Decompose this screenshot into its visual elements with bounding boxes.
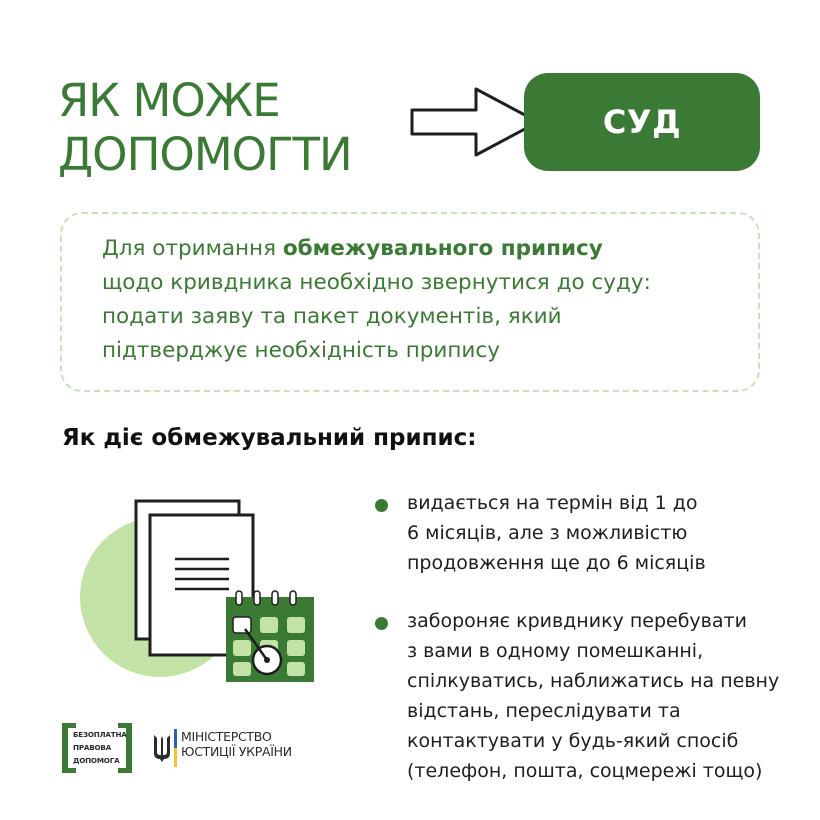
bullet-line: продовження ще до 6 місяців bbox=[407, 552, 706, 574]
arrow-right-icon bbox=[408, 86, 543, 158]
info-line-4: підтверджує необхідність припису bbox=[102, 338, 500, 363]
title-line-1: ЯК МОЖЕ bbox=[58, 74, 280, 127]
title-line-2: ДОПОМОГТИ bbox=[58, 128, 352, 181]
info-line-1: Для отримання bbox=[102, 236, 283, 261]
calendar-icon bbox=[226, 591, 314, 682]
bullet-dot bbox=[375, 499, 388, 512]
bullet-line: (телефон, пошта, соцмережі тощо) bbox=[407, 760, 763, 782]
trident-icon bbox=[152, 733, 172, 763]
bullet-line: відстань, переслідувати та bbox=[407, 700, 681, 722]
ministry-line-1: МІНІСТЕРСТВО bbox=[181, 729, 272, 744]
legal-aid-line-3: ДОПОМОГА bbox=[73, 756, 120, 765]
court-label: СУД bbox=[524, 73, 760, 171]
legal-aid-line-2: ПРАВОВА bbox=[73, 743, 112, 752]
bullet-list bbox=[370, 488, 800, 814]
section-heading: Як діє обмежувальний припис: bbox=[62, 425, 477, 451]
info-line-3: подати заяву та пакет документів, який bbox=[102, 304, 562, 329]
bullet-line: спілкуватись, наближатись на певну bbox=[407, 670, 780, 692]
list-item bbox=[370, 606, 800, 786]
info-highlight: обмежувального припису bbox=[282, 236, 603, 261]
info-text bbox=[102, 232, 752, 368]
bullet-line: видається на термін від 1 до bbox=[407, 492, 698, 514]
bullet-line: контактувати у будь-який спосіб bbox=[407, 730, 739, 752]
bullet-line: з вами в одному помешканні, bbox=[407, 640, 704, 662]
legal-aid-logo bbox=[62, 723, 132, 773]
bullet-line: забороняє кривднику перебувати bbox=[407, 610, 747, 632]
bullet-dot bbox=[375, 617, 388, 630]
page-title bbox=[58, 74, 398, 182]
bullet-line: 6 місяців, але з можливістю bbox=[407, 522, 688, 544]
restraining-order-illustration bbox=[80, 495, 320, 695]
list-item bbox=[370, 488, 800, 578]
legal-aid-line-1: БЕЗОПЛАТНА bbox=[73, 730, 127, 739]
ministry-line-2: ЮСТИЦІЇ УКРАЇНИ bbox=[181, 744, 292, 759]
ukraine-flag-bar bbox=[174, 729, 177, 767]
ministry-logo bbox=[152, 727, 312, 767]
info-line-2: щодо кривдника необхідно звернутися до суду: bbox=[102, 270, 651, 295]
